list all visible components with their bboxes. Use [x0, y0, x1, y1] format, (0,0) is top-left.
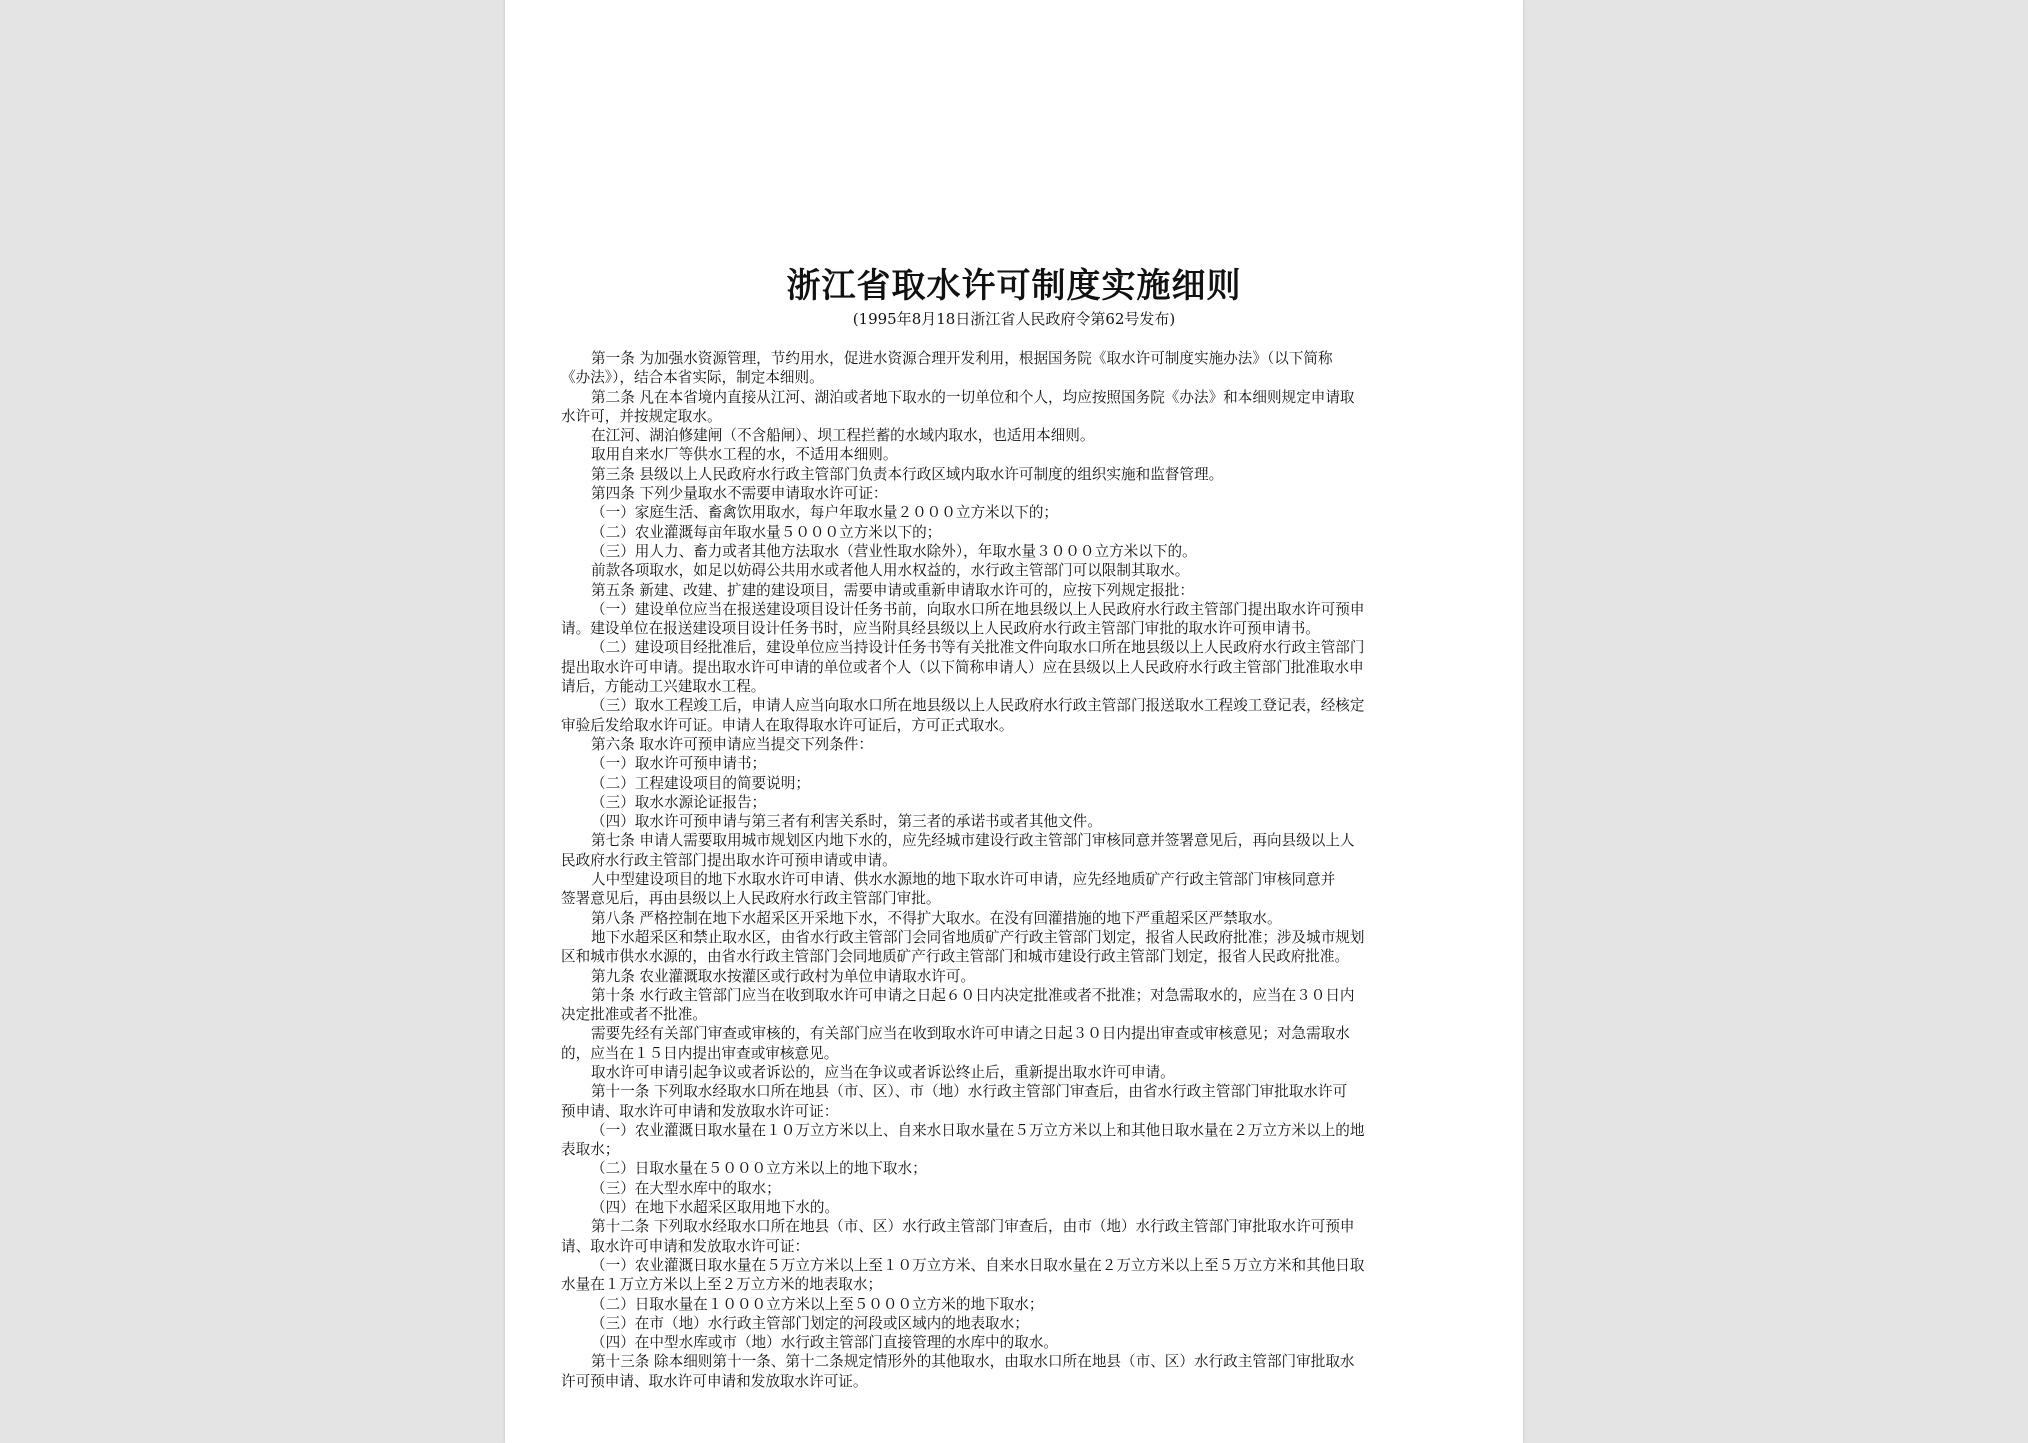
body-line: 《办法》），结合本省实际，制定本细则。	[561, 369, 824, 387]
body-line: 需要先经有关部门审查或审核的，有关部门应当在收到取水许可申请之日起３０日内提出审查或审核意见；对急需取水	[591, 1025, 1350, 1043]
body-line: 第八条 严格控制在地下水超采区开采地下水，不得扩大取水。在没有回灌措施的地下严重超采区严禁取水。	[591, 909, 1282, 927]
body-line: （二）工程建设项目的简要说明；	[591, 774, 810, 792]
body-line: 第一条 为加强水资源管理，节约用水，促进水资源合理开发利用，根据国务院《取水许可制度实施办法》（以下简称	[591, 350, 1333, 367]
body-line: 的，应当在１５日内提出审查或审核意见。	[561, 1044, 839, 1062]
body-line: 民政府水行政主管部门提出取水许可预申请或申请。	[561, 851, 897, 869]
body-line: 第七条 申请人需要取用城市规划区内地下水的，应先经城市建设行政主管部门审核同意并签署意见后，再向县级以上人	[591, 832, 1355, 850]
body-line: （一）农业灌溉日取水量在５万立方米以上至１０万立方米、自来水日取水量在２万立方米以上至５万立方米和其他日取	[591, 1256, 1365, 1274]
body-line: （一）农业灌溉日取水量在１０万立方米以上、自来水日取水量在５万立方米以上和其他日取水量在２万立方米以上的地	[591, 1121, 1365, 1139]
body-line: 许可预申请、取水许可申请和发放取水许可证。	[561, 1372, 868, 1390]
body-line: 取水许可申请引起争议或者诉讼的，应当在争议或者诉讼终止后，重新提出取水许可申请。	[591, 1063, 1175, 1081]
body-line: 水量在１万立方米以上至２万立方米的地表取水；	[561, 1276, 883, 1294]
body-line: 审验后发给取水许可证。申请人在取得取水许可证后，方可正式取水。	[561, 716, 1014, 734]
body-line: （二）建设项目经批准后，建设单位应当持设计任务书等有关批准文件向取水口所在地县级以上人民政府水行政主管部门	[591, 639, 1365, 657]
body-line: 签署意见后，再由县级以上人民政府水行政主管部门审批。	[561, 890, 941, 908]
body-line: 提出取水许可申请。提出取水许可申请的单位或者个人（以下简称申请人）应在县级以上人民政府水行政主管部门批准取水申	[561, 658, 1364, 676]
body-line: 取用自来水厂等供水工程的水，不适用本细则。	[591, 446, 898, 464]
body-line: （四）在中型水库或市（地）水行政主管部门直接管理的水库中的取水。	[591, 1334, 1059, 1352]
body-line: 第六条 取水许可预申请应当提交下列条件：	[591, 735, 873, 753]
body-line: 预申请、取水许可申请和发放取水许可证：	[561, 1102, 839, 1120]
body-line: （二）日取水量在５０００立方米以上的地下取水；	[591, 1160, 927, 1178]
body-line: （三）在大型水库中的取水；	[591, 1179, 781, 1197]
body-line: 人中型建设项目的地下水取水许可申请、供水水源地的地下取水许可申请，应先经地质矿产行政主管部门审核同意并	[591, 871, 1336, 889]
body-line: （三）取水水源论证报告；	[591, 793, 767, 811]
body-line: 第九条 农业灌溉取水按灌区或行政村为单位申请取水许可。	[591, 967, 976, 985]
body-line: （三）取水工程竣工后，申请人应当向取水口所在地县级以上人民政府水行政主管部门报送取水工程竣工登记表，经核定	[591, 697, 1365, 715]
body-line: 地下水超采区和禁止取水区，由省水行政主管部门会同省地质矿产行政主管部门划定，报省人民政府批准；涉及城市规划	[591, 928, 1365, 946]
body-line: （四）在地下水超采区取用地下水的。	[591, 1199, 840, 1217]
body-line: 区和城市供水水源的，由省水行政主管部门会同地质矿产行政主管部门和城市建设行政主管部门划定，报省人民政府批准。	[561, 948, 1350, 966]
body-line: 在江河、湖泊修建闸（不含船闸）、坝工程拦蓄的水域内取水，也适用本细则。	[591, 427, 1095, 445]
body-line: 表取水；	[561, 1141, 620, 1159]
body-line: （一）建设单位应当在报送建设项目设计任务书前，向取水口所在地县级以上人民政府水行政主管部门提出取水许可预申	[591, 600, 1365, 618]
body-line: （四）取水许可预申请与第三者有利害关系时，第三者的承诺书或者其他文件。	[591, 813, 1102, 831]
body-line: 第十条 水行政主管部门应当在收到取水许可申请之日起６０日内决定批准或者不批准；对急需取水的，应当在３０日内	[591, 986, 1355, 1004]
body-line: 请、取水许可申请和发放取水许可证：	[561, 1237, 810, 1255]
body-line: 第二条 凡在本省境内直接从江河、湖泊或者地下取水的一切单位和个人，均应按照国务院《办法》和本细则规定申请取	[591, 388, 1355, 406]
body-line: 第十一条 下列取水经取水口所在地县（市、区）、市（地）水行政主管部门审查后，由省水行政主管部门审批取水许可	[591, 1083, 1348, 1101]
body-line: 请后，方能动工兴建取水工程。	[561, 678, 766, 696]
body-line: （一）取水许可预申请书；	[591, 755, 767, 773]
body-line: （一）家庭生活、畜禽饮用取水，每户年取水量２０００立方米以下的；	[591, 504, 1059, 522]
body-line: 请。建设单位在报送建设项目设计任务书时，应当附具经县级以上人民政府水行政主管部门审批的取水许可预申请书。	[561, 620, 1320, 638]
body-line: （二）日取水量在１０００立方米以上至５０００立方米的地下取水；	[591, 1295, 1044, 1313]
body-line: （三）用人力、畜力或者其他方法取水（营业性取水除外），年取水量３０００立方米以下的。	[591, 542, 1197, 560]
body-line: 第十二条 下列取水经取水口所在地县（市、区）水行政主管部门审查后，由市（地）水行政主管部门审批取水许可预申	[591, 1218, 1355, 1236]
document-subtitle: (1995年8月18日浙江省人民政府令第62号发布)	[852, 310, 1176, 328]
document-title: 浙江省取水许可制度实施细则	[786, 266, 1242, 306]
body-line: （二）农业灌溉每亩年取水量５０００立方米以下的；	[591, 523, 942, 541]
body-line: 前款各项取水，如足以妨碍公共用水或者他人用水权益的，水行政主管部门可以限制其取水。	[591, 562, 1190, 580]
body-line: 第五条 新建、改建、扩建的建设项目，需要申请或重新申请取水许可的，应按下列规定报批：	[591, 581, 1194, 599]
document-body	[561, 349, 1471, 1391]
body-line: 第十三条 除本细则第十一条、第十二条规定情形外的其他取水，由取水口所在地县（市、区）水行政主管部门审批取水	[591, 1353, 1355, 1371]
body-line: 第四条 下列少量取水不需要申请取水许可证：	[591, 485, 888, 503]
document-page	[505, 0, 1523, 1443]
body-line: 决定批准或者不批准。	[561, 1006, 707, 1024]
body-line: （三）在市（地）水行政主管部门划定的河段或区域内的地表取水；	[591, 1314, 1029, 1332]
body-line: 水许可，并按规定取水。	[561, 407, 722, 425]
body-line: 第三条 县级以上人民政府水行政主管部门负责本行政区域内取水许可制度的组织实施和监督管理。	[591, 465, 1224, 483]
